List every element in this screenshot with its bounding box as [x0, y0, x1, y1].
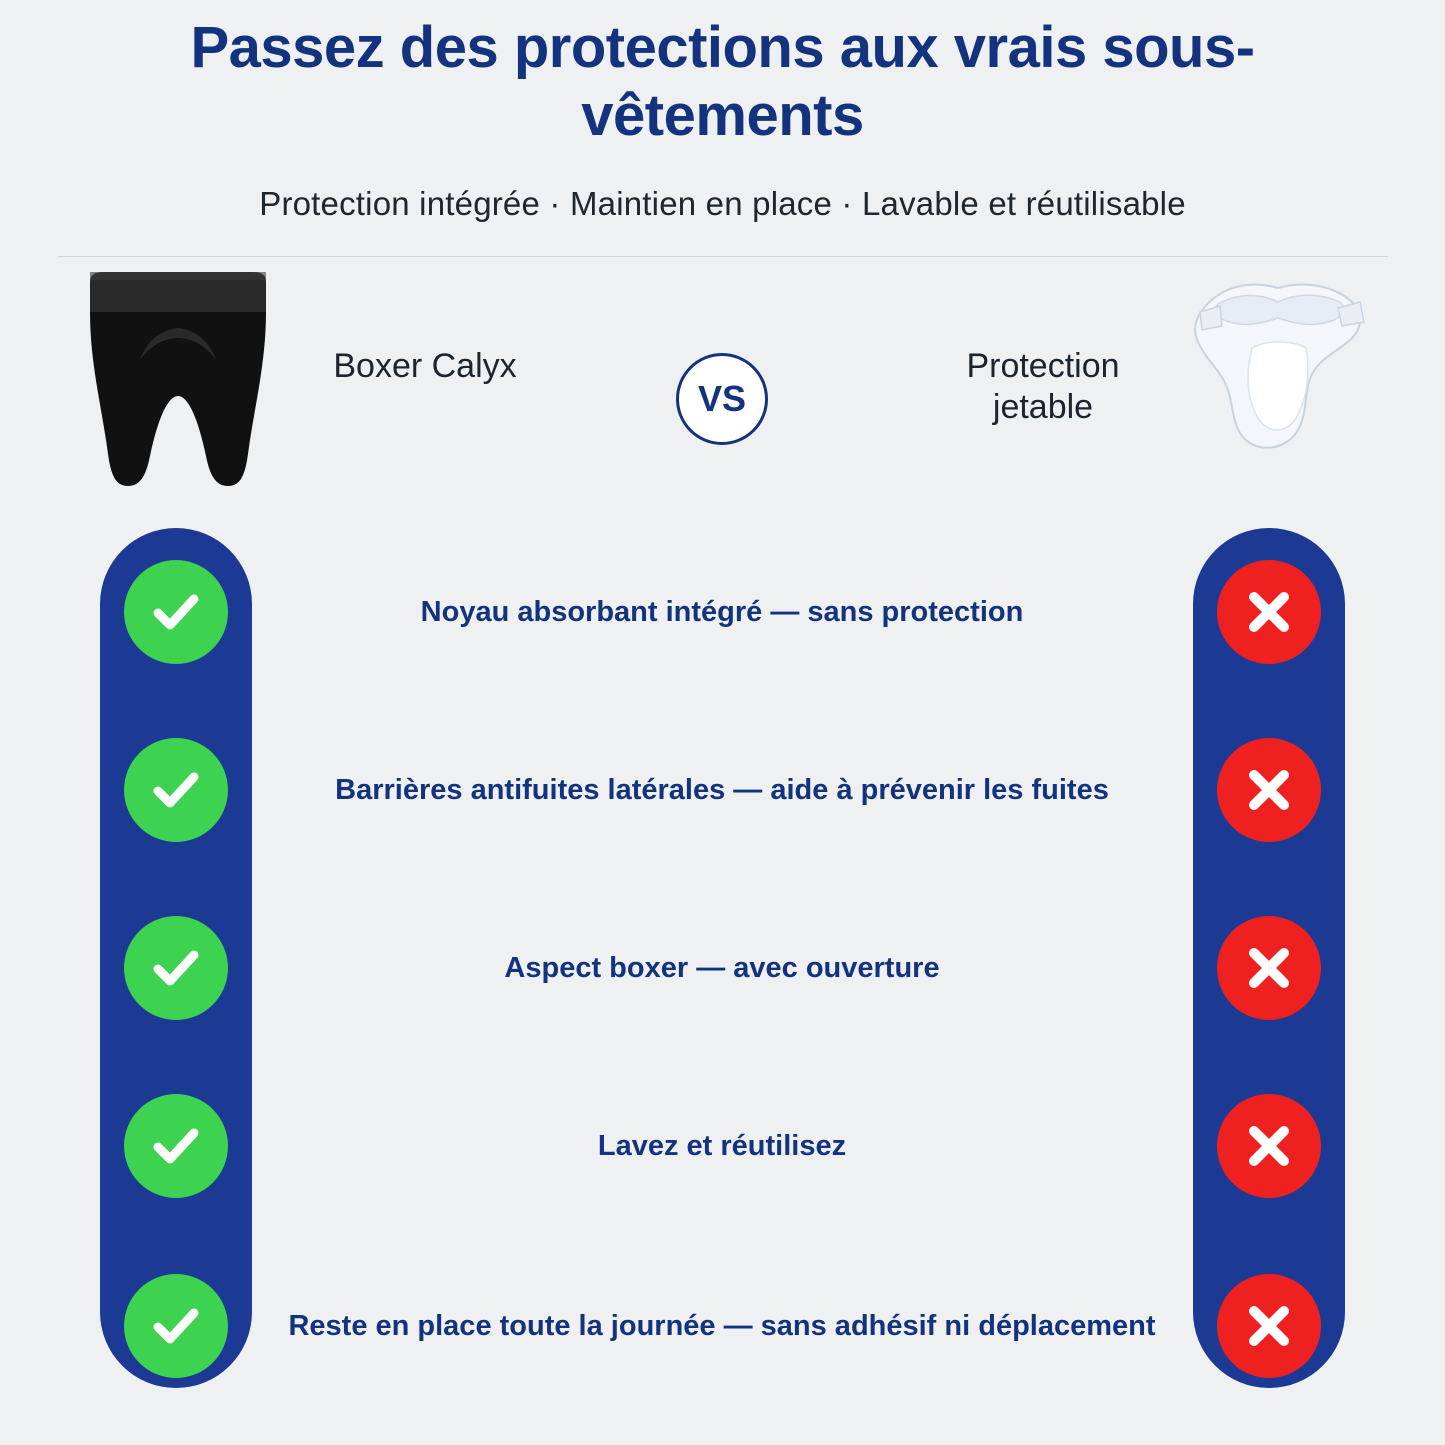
check-icon	[124, 1094, 228, 1198]
feature-label: Lavez et réutilisez	[597, 1129, 847, 1162]
check-icon	[124, 916, 228, 1020]
vs-badge: VS	[676, 353, 768, 445]
cross-icon	[1217, 738, 1321, 842]
cross-icon	[1217, 560, 1321, 664]
page-subtitle: Protection intégrée · Maintien en place · Lavable et réutilisable	[259, 185, 1186, 222]
compare-header-row	[0, 268, 1445, 508]
left-product-label: Boxer Calyx	[333, 347, 517, 385]
table-row	[0, 562, 1445, 662]
feature-rows	[0, 528, 1445, 1388]
check-icon	[124, 1274, 228, 1378]
feature-label: Noyau absorbant intégré — sans protection	[420, 595, 1024, 628]
check-icon	[124, 738, 228, 842]
table-row	[0, 918, 1445, 1018]
check-icon	[124, 560, 228, 664]
table-row	[0, 1276, 1445, 1376]
page-title: Passez des protections aux vrais sous-vêtements	[190, 15, 1255, 149]
feature-label: Reste en place toute la journée — sans adhésif ni déplacement	[288, 1309, 1156, 1342]
feature-label: Aspect boxer — avec ouverture	[504, 951, 940, 984]
table-row	[0, 1096, 1445, 1196]
boxer-brief-image	[78, 268, 278, 493]
cross-icon	[1217, 916, 1321, 1020]
disposable-diaper-image	[1188, 278, 1373, 473]
divider	[58, 256, 1388, 257]
right-product-label: Protection jetable	[966, 347, 1120, 427]
table-row	[0, 740, 1445, 840]
cross-icon	[1217, 1274, 1321, 1378]
feature-label: Barrières antifuites latérales — aide à prévenir les fuites	[335, 773, 1109, 806]
cross-icon	[1217, 1094, 1321, 1198]
